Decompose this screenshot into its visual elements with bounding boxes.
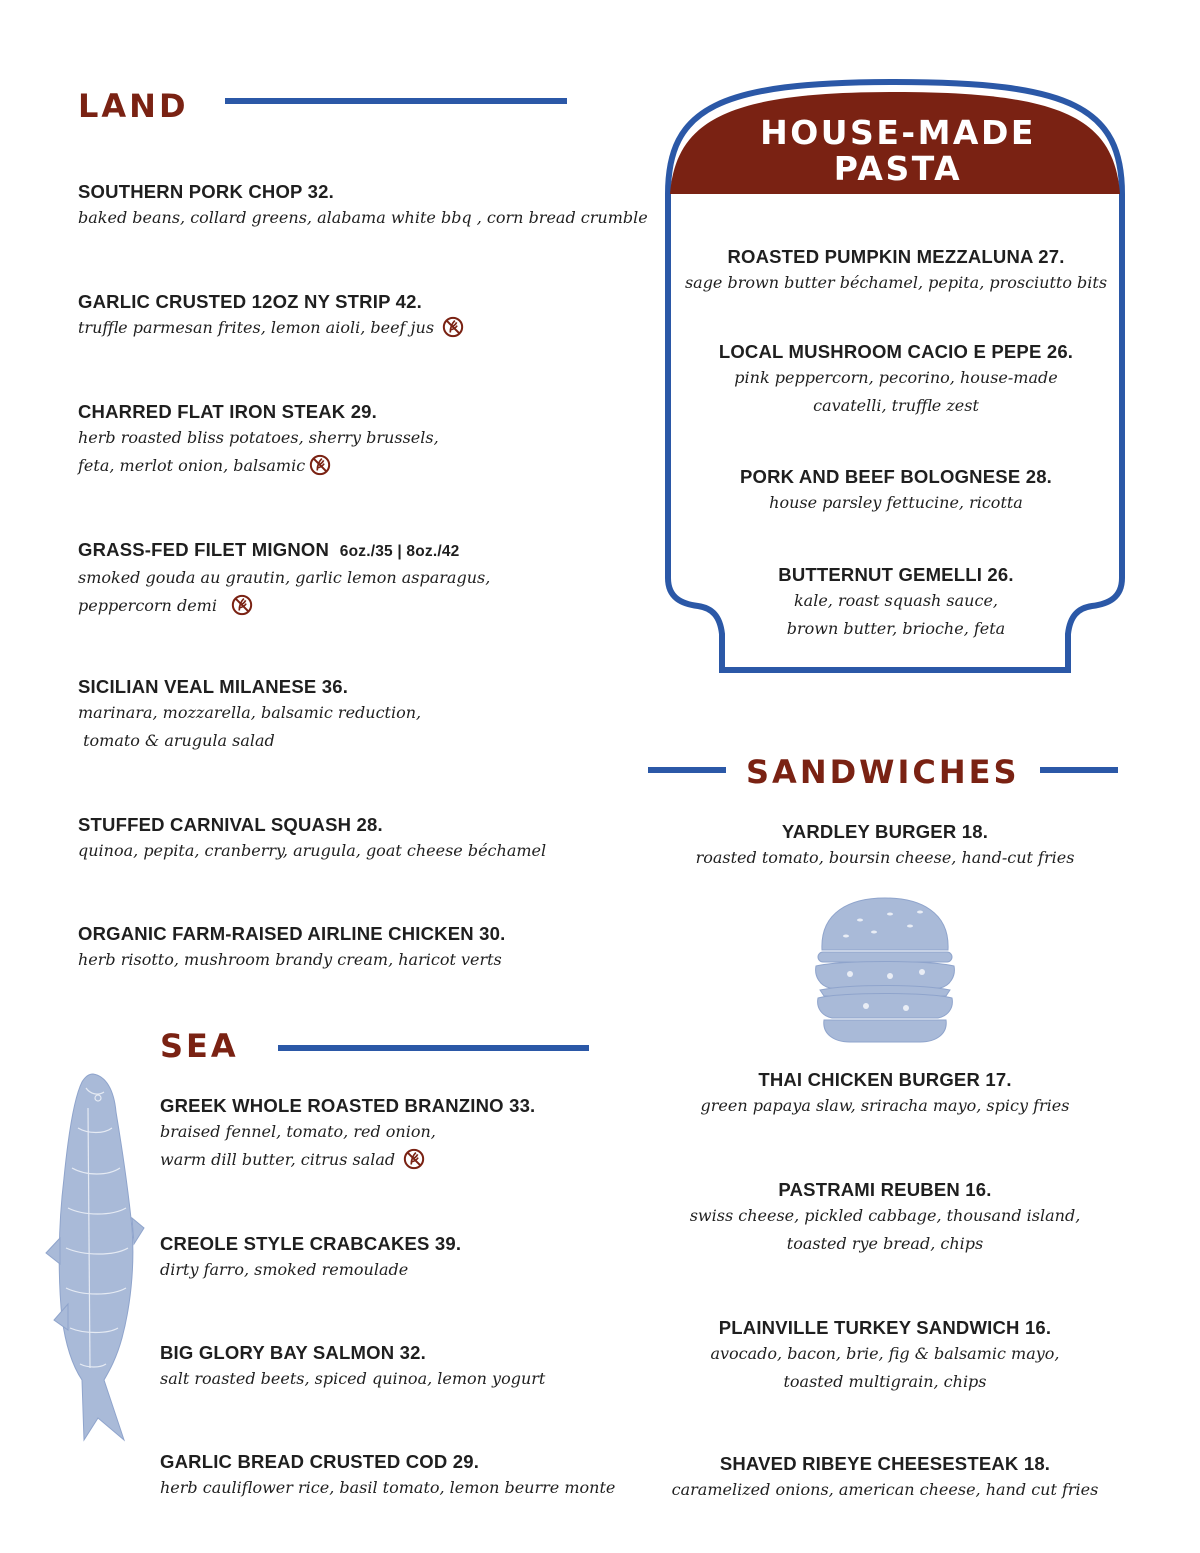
sea-rule [278, 1045, 589, 1051]
item-desc: herb risotto, mushroom brandy cream, haricot verts [78, 950, 502, 969]
fish-illustration [38, 1068, 148, 1443]
gluten-free-icon [231, 594, 253, 616]
sea-heading: SEA [160, 1027, 239, 1065]
item-name: PASTRAMI REUBEN 16. [778, 1179, 992, 1200]
menu-item [655, 1068, 1115, 1120]
menu-item [668, 245, 1124, 297]
item-desc: green papaya slaw, sriracha mayo, spicy fries [700, 1096, 1070, 1115]
item-desc: brown butter, brioche, feta [786, 619, 1006, 638]
menu-item [78, 922, 506, 974]
menu-item [160, 1450, 615, 1502]
item-desc: avocado, bacon, brie, fig & balsamic mayo, [710, 1344, 1060, 1363]
item-desc: sage brown butter béchamel, pepita, prosciutto bits [684, 273, 1108, 292]
menu-item [78, 180, 648, 232]
item-name: STUFFED CARNIVAL SQUASH 28. [78, 814, 383, 835]
item-desc: warm dill butter, citrus salad [160, 1150, 396, 1169]
menu-item [655, 1452, 1115, 1504]
pasta-heading [668, 115, 1128, 187]
item-desc: peppercorn demi [78, 596, 217, 615]
item-name: YARDLEY BURGER 18. [781, 821, 989, 842]
item-name: SICILIAN VEAL MILANESE 36. [78, 676, 349, 697]
item-desc: swiss cheese, pickled cabbage, thousand island, [689, 1206, 1081, 1225]
item-desc: toasted multigrain, chips [783, 1372, 987, 1391]
menu-item [78, 400, 439, 480]
item-desc: kale, roast squash sauce, [793, 591, 998, 610]
item-name: PLAINVILLE TURKEY SANDWICH 16. [718, 1317, 1052, 1338]
item-desc: house parsley fettucine, ricotta [769, 493, 1023, 512]
item-name: CHARRED FLAT IRON STEAK 29. [78, 401, 378, 422]
menu-item [78, 675, 421, 755]
item-desc: pink peppercorn, pecorino, house-made [734, 368, 1058, 387]
item-name: SOUTHERN PORK CHOP 32. [78, 181, 334, 202]
item-desc: truffle parmesan frites, lemon aioli, beef jus [78, 318, 435, 337]
menu-item [668, 340, 1124, 420]
item-name: LOCAL MUSHROOM CACIO E PEPE 26. [718, 341, 1074, 362]
item-desc: marinara, mozzarella, balsamic reduction, [78, 703, 422, 722]
land-heading: LAND [78, 87, 189, 125]
gluten-free-icon [442, 316, 464, 338]
item-name: ROASTED PUMPKIN MEZZALUNA 27. [727, 246, 1065, 267]
item-desc: dirty farro, smoked remoulade [160, 1260, 409, 1279]
item-desc: cavatelli, truffle zest [813, 396, 979, 415]
item-desc: herb roasted bliss potatoes, sherry brussels, [78, 428, 439, 447]
item-name: GRASS-FED FILET MIGNON [78, 539, 330, 560]
sandwiches-rule-left [648, 767, 726, 773]
item-desc: quinoa, pepita, cranberry, arugula, goat cheese béchamel [78, 841, 547, 860]
item-name: PORK AND BEEF BOLOGNESE 28. [739, 466, 1053, 487]
menu-item [668, 563, 1124, 643]
burger-illustration [810, 892, 960, 1048]
menu-item [160, 1341, 545, 1393]
item-name: GARLIC CRUSTED 12OZ NY STRIP 42. [78, 291, 422, 312]
item-desc: baked beans, collard greens, alabama white bbq , corn bread crumble [78, 208, 648, 227]
item-desc: smoked gouda au grautin, garlic lemon asparagus, [78, 568, 491, 587]
item-desc: tomato & arugula salad [78, 731, 275, 750]
item-name: BIG GLORY BAY SALMON 32. [160, 1342, 426, 1363]
pasta-heading-line1: HOUSE-MADE [760, 113, 1036, 152]
item-desc: herb cauliflower rice, basil tomato, lemon beurre monte [160, 1478, 616, 1497]
menu-item [668, 465, 1124, 517]
item-name: GREEK WHOLE ROASTED BRANZINO 33. [160, 1095, 536, 1116]
item-desc: braised fennel, tomato, red onion, [160, 1122, 436, 1141]
item-price: 6oz./35 | 8oz./42 [339, 543, 460, 560]
item-name: GARLIC BREAD CRUSTED COD 29. [160, 1451, 480, 1472]
item-desc: roasted tomato, boursin cheese, hand-cut fries [695, 848, 1075, 867]
menu-item [78, 538, 490, 620]
item-desc: toasted rye bread, chips [786, 1234, 984, 1253]
pasta-heading-line2: PASTA [833, 149, 963, 188]
item-name: CREOLE STYLE CRABCAKES 39. [160, 1233, 462, 1254]
sandwiches-heading: SANDWICHES [746, 753, 1020, 791]
menu-item [655, 820, 1115, 872]
menu-item [655, 1316, 1115, 1396]
sandwiches-rule-right [1040, 767, 1118, 773]
menu-item [78, 290, 464, 342]
gluten-free-icon [403, 1148, 425, 1170]
item-desc: caramelized onions, american cheese, hand cut fries [671, 1480, 1099, 1499]
menu-item [160, 1094, 535, 1174]
menu-item [78, 813, 546, 865]
item-desc: feta, merlot onion, balsamic [78, 456, 306, 475]
item-name: BUTTERNUT GEMELLI 26. [778, 564, 1014, 585]
item-desc: salt roasted beets, spiced quinoa, lemon yogurt [160, 1369, 546, 1388]
item-name: ORGANIC FARM-RAISED AIRLINE CHICKEN 30. [78, 923, 506, 944]
item-name: THAI CHICKEN BURGER 17. [758, 1069, 1012, 1090]
menu-item [655, 1178, 1115, 1258]
gluten-free-icon [309, 454, 331, 476]
land-rule [225, 98, 567, 104]
item-name: SHAVED RIBEYE CHEESESTEAK 18. [719, 1453, 1051, 1474]
menu-item [160, 1232, 461, 1284]
